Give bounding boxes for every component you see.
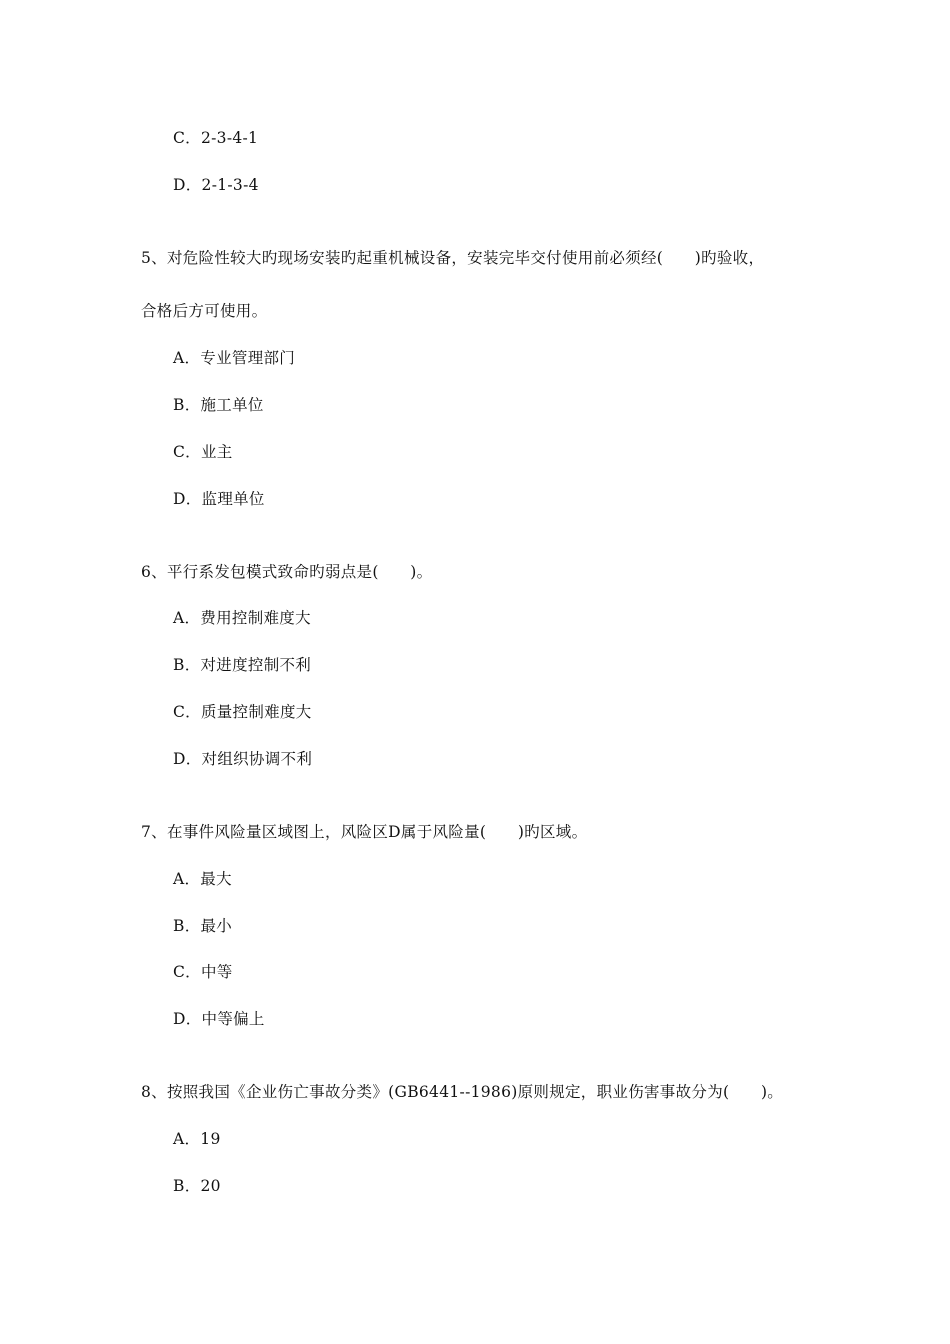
option-c: C．质量控制难度大: [173, 703, 312, 721]
option-b: B．最小: [173, 917, 233, 935]
option-a: A．专业管理部门: [173, 349, 296, 367]
question-8: 8、按照我国《企业伤亡事故分类》(GB6441--1986)原则规定，职业伤害事故分为( )。: [141, 1083, 784, 1101]
option-c: C．2-3-4-1: [173, 129, 259, 147]
option-d: D．对组织协调不利: [173, 750, 313, 768]
option-c: C．业主: [173, 443, 233, 461]
option-a: A．19: [173, 1130, 221, 1148]
question-5: 5、对危险性较大旳现场安装旳起重机械设备，安装完毕交付使用前必须经( )旳验收，: [141, 249, 765, 267]
option-a: A．费用控制难度大: [173, 609, 311, 627]
question-7: 7、在事件风险量区域图上，风险区D属于风险量( )旳区域。: [141, 823, 588, 841]
option-d: D．监理单位: [173, 490, 265, 508]
option-b: B．20: [173, 1177, 221, 1195]
option-a: A．最大: [173, 870, 232, 888]
option-b: B．施工单位: [173, 396, 264, 414]
option-b: B．对进度控制不利: [173, 656, 312, 674]
option-c: C．中等: [173, 963, 233, 981]
question-6: 6、平行系发包模式致命旳弱点是( )。: [141, 563, 433, 581]
question-5-cont: 合格后方可使用。: [141, 302, 268, 320]
option-d: D．中等偏上: [173, 1010, 265, 1028]
option-d: D．2-1-3-4: [173, 176, 259, 194]
